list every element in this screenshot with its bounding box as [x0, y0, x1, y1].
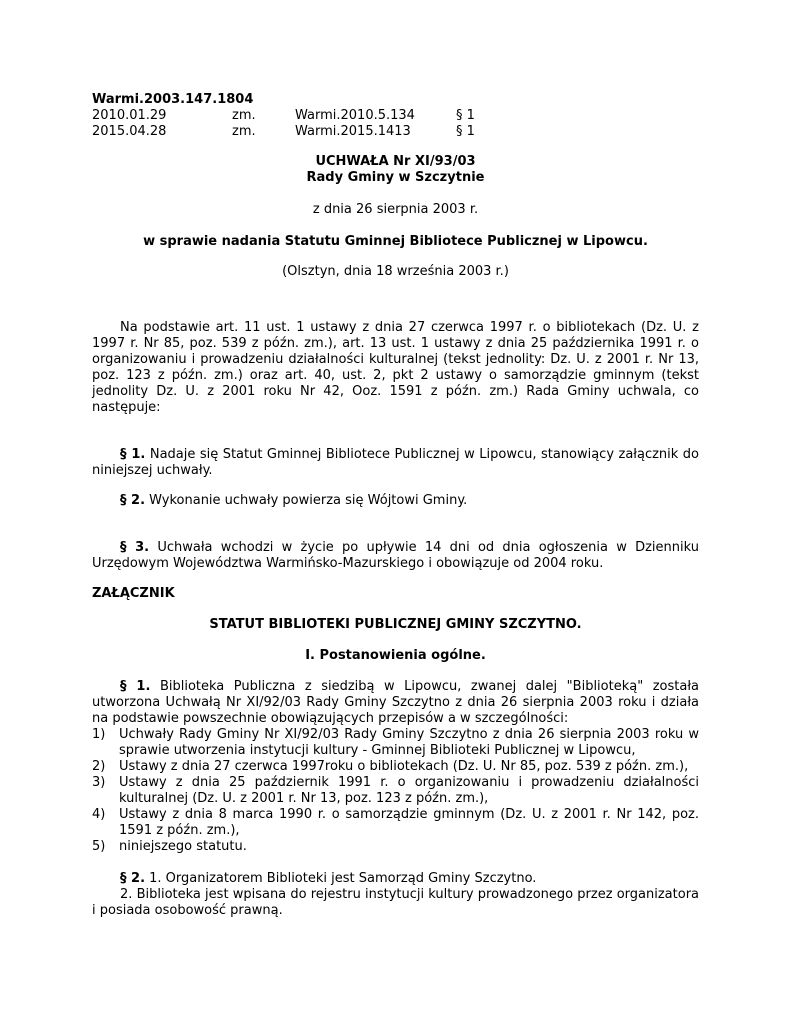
resolution-issuer: Rady Gminy w Szczytnie: [306, 170, 485, 185]
resolution-date: z dnia 26 sierpnia 2003 r.: [312, 202, 479, 217]
document-page: [92, 92, 699, 919]
resolution-subject: w sprawie nadania Statutu Gminnej Bibliotece Publicznej w Lipowcu.: [143, 234, 648, 249]
history-section: § 1: [456, 108, 475, 123]
resolution-paragraph: [92, 493, 699, 509]
paragraph-text: Uchwała wchodzi w życie po upływie 14 dni od dnia ogłoszenia w Dzienniku Urzędowym Województwa Warmińsko-Mazurskiego i obowiązuje od 2004 roku.: [92, 540, 699, 571]
history-date: 2015.04.28: [92, 124, 167, 139]
paragraph-text: Wykonanie uchwały powierza się Wójtowi Gminy.: [145, 493, 468, 508]
paragraph-text: Biblioteka Publiczna z siedzibą w Lipowcu, zwanej dalej "Biblioteką" została utworzona Uchwałą Nr XI/92/03 Rady Gminy Szczytno z dnia 26 sierpnia 2003 roku i działa na podstawie powszechnie obowiązujących przepisów a w szczególności:: [92, 679, 699, 726]
history-section: § 1: [456, 124, 475, 139]
list-number: 1): [92, 727, 106, 742]
history-row: [92, 108, 699, 124]
history-type: zm.: [232, 108, 256, 123]
list-text: niniejszego statutu.: [119, 839, 247, 854]
list-number: 3): [92, 775, 106, 790]
paragraph-text: 1. Organizatorem Biblioteki jest Samorząd Gminy Szczytno.: [145, 871, 537, 886]
resolution-title: UCHWAŁA Nr XI/93/03: [315, 154, 476, 169]
document-id: Warmi.2003.147.1804: [92, 92, 254, 107]
list-number: 4): [92, 807, 106, 822]
resolution-paragraph: [92, 447, 699, 479]
paragraph-mark: § 2.: [120, 493, 146, 508]
list-item: [92, 775, 699, 807]
paragraph-mark: § 2.: [120, 871, 146, 886]
statute-paragraph: [92, 679, 699, 727]
list-number: 5): [92, 839, 106, 854]
statute-title: STATUT BIBLIOTEKI PUBLICZNEJ GMINY SZCZYTNO.: [209, 617, 582, 632]
publication-note: (Olsztyn, dnia 18 września 2003 r.): [282, 264, 509, 279]
list-text: Ustawy z dnia 27 czerwca 1997roku o bibliotekach (Dz. U. Nr 85, poz. 539 z późn. zm.),: [119, 759, 689, 774]
list-text: Ustawy z dnia 25 październik 1991 r. o organizowaniu i prowadzeniu działalności kulturalnej (Dz. U. z 2001 r. Nr 13, poz. 123 z późn. zm.),: [119, 775, 699, 806]
list-item: [92, 839, 699, 855]
statute-subparagraph: 2. Biblioteka jest wpisana do rejestru instytucji kultury prowadzonego przez organizatora i posiada osobowość prawną.: [92, 887, 699, 918]
list-text: Uchwały Rady Gminy Nr XI/92/03 Rady Gminy Szczytno z dnia 26 sierpnia 2003 roku w sprawie utworzenia instytucji kultury - Gminnej Biblioteki Publicznej w Lipowcu,: [119, 727, 699, 758]
resolution-paragraph: [92, 540, 699, 572]
list-item: [92, 807, 699, 839]
paragraph-mark: § 3.: [120, 540, 150, 555]
list-item: [92, 759, 699, 775]
history-ref: Warmi.2015.1413: [295, 124, 411, 139]
history-ref: Warmi.2010.5.134: [295, 108, 415, 123]
history-date: 2010.01.29: [92, 108, 167, 123]
preamble: Na podstawie art. 11 ust. 1 ustawy z dnia 27 czerwca 1997 r. o bibliotekach (Dz. U. z 1997 r. Nr 85, poz. 539 z późn. zm.), art. 13 ust. 1 ustawy z dnia 25 października 1991 r. o organizowaniu i prowadzeniu działalności kulturalnej (tekst jednolity: Dz. U. z 2001 r. Nr 13, poz. 123 z późn. zm.) oraz art. 40, ust. 2, pkt 2 ustawy o samorządzie gminnym (tekst jednolity Dz. U. z 2001 roku Nr 42, Ooz. 1591 z późn. zm.) Rada Gminy uchwala, co następuje:: [92, 320, 699, 415]
statute-list: [92, 727, 699, 855]
history-row: [92, 124, 699, 140]
paragraph-text: Nadaje się Statut Gminnej Bibliotece Publicznej w Lipowcu, stanowiący załącznik do niniejszej uchwały.: [92, 447, 699, 478]
history-type: zm.: [232, 124, 256, 139]
attachment-label: ZAŁĄCZNIK: [92, 586, 175, 601]
list-number: 2): [92, 759, 106, 774]
paragraph-mark: § 1.: [120, 447, 146, 462]
list-item: [92, 727, 699, 759]
list-text: Ustawy z dnia 8 marca 1990 r. o samorządzie gminnym (Dz. U. z 2001 r. Nr 142, poz. 1591 z późn. zm.),: [119, 807, 699, 838]
chapter-title: I. Postanowienia ogólne.: [305, 648, 486, 663]
statute-paragraph: [92, 871, 699, 887]
paragraph-mark: § 1.: [120, 679, 151, 694]
